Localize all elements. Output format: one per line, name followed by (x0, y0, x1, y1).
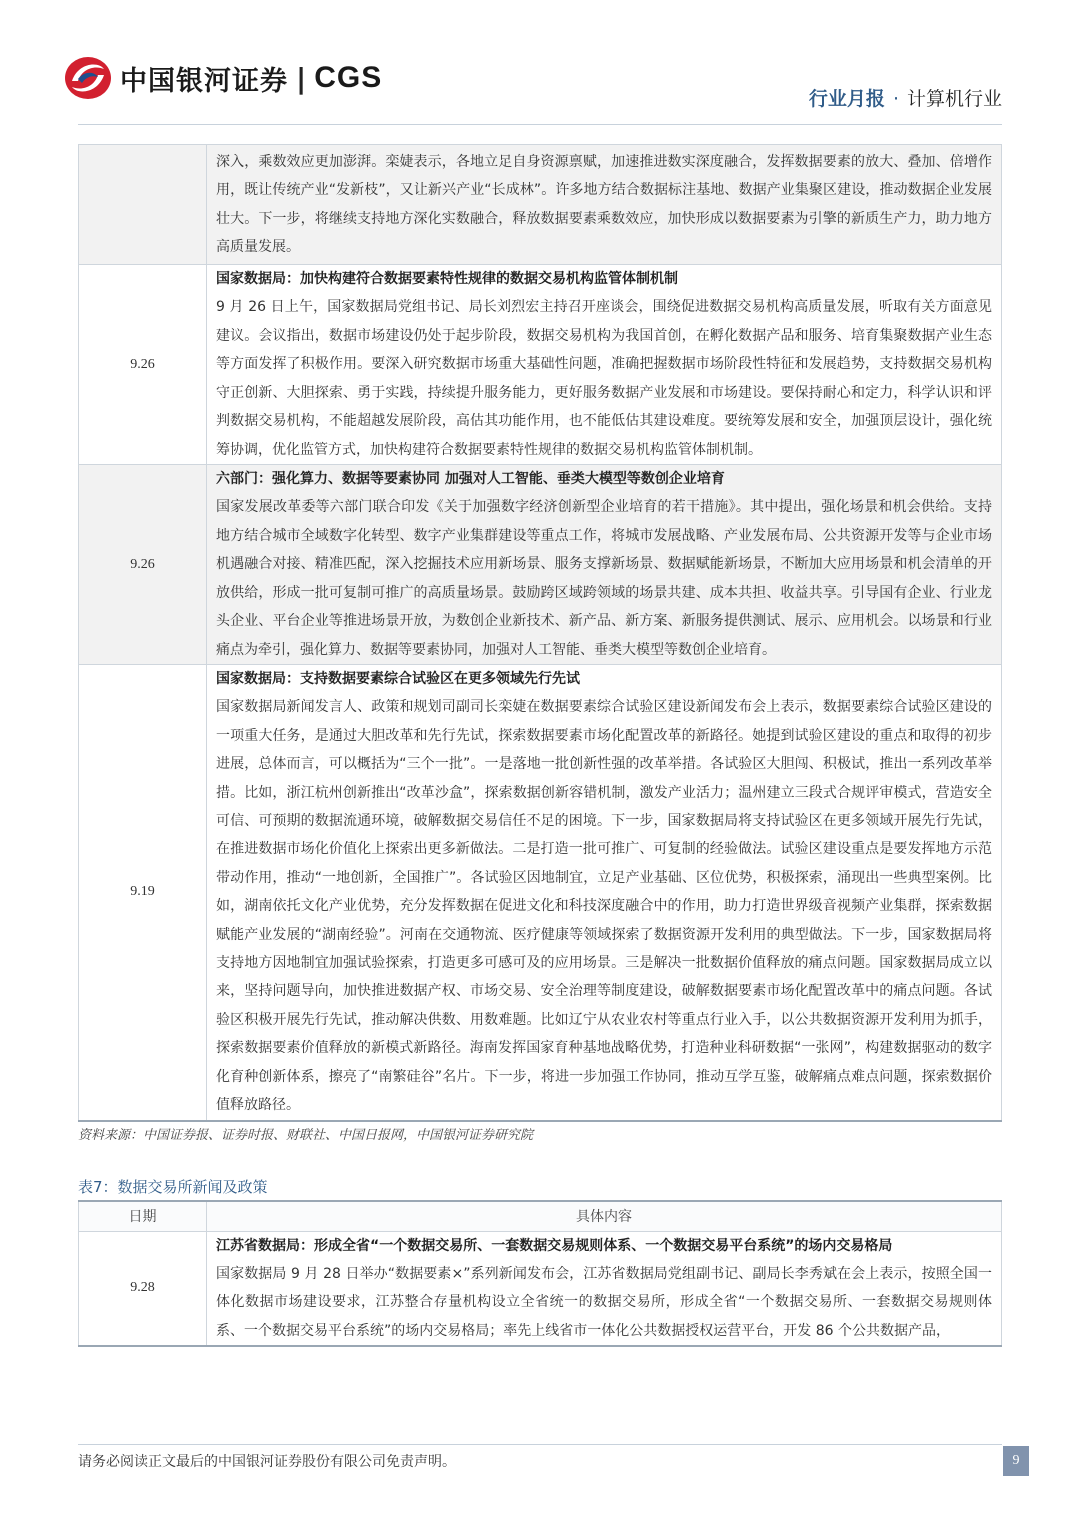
header-content: 具体内容 (207, 1201, 1002, 1231)
policy-news-table (78, 144, 1002, 1122)
table-caption: 表7：数据交易所新闻及政策 (78, 1178, 268, 1196)
company-logo (64, 55, 382, 101)
content-cell (207, 1231, 1002, 1346)
footer-divider (78, 1444, 1002, 1445)
date-cell: 9.26 (79, 265, 207, 465)
report-type (809, 84, 1002, 111)
content-cell (207, 265, 1002, 465)
content-cell (207, 145, 1002, 265)
table-row (79, 465, 1002, 665)
disclaimer-text: 请务必阅读正文最后的中国银河证券股份有限公司免责声明。 (78, 1454, 456, 1470)
table-header-row (79, 1201, 1002, 1231)
news-title: 江苏省数据局：形成全省“一个数据交易所、一套数据交易规则体系、一个数据交易平台系统”的场内交易格局 (216, 1237, 893, 1254)
source-note: 资料来源：中国证券报、证券时报、财联社、中国日报网，中国银河证券研究院 (78, 1128, 534, 1143)
logo-english-name: CGS (314, 61, 383, 94)
industry-label: 计算机行业 (906, 88, 1002, 110)
page-number: 9 (1003, 1446, 1029, 1476)
date-cell: 9.19 (79, 665, 207, 1121)
logo-chinese-name: 中国银河证券 (120, 65, 288, 97)
news-title: 国家数据局：加快构建符合数据要素特性规律的数据交易机构监管体制机制 (216, 271, 678, 288)
header-date: 日期 (79, 1201, 207, 1231)
table-row (79, 1231, 1002, 1346)
date-cell: 9.26 (79, 465, 207, 665)
table-row (79, 145, 1002, 265)
cgs-logo-icon (64, 55, 112, 101)
page-header (0, 0, 1080, 130)
report-type-dot: · (892, 88, 899, 110)
report-type-label: 行业月报 (808, 88, 885, 110)
logo-separator: | (296, 61, 307, 95)
content-cell (207, 465, 1002, 665)
news-body: 国家数据局 9 月 28 日举办“数据要素×”系列新闻发布会，江苏省数据局党组副书记、副局长李秀斌在会上表示，按照全国一体化数据市场建设要求，江苏整合存量机构设立全省统一的数据交易所，形成全省“一个数据交易所、一套数据交易规则体系、一个数据交易平台系统”的场内交易格局；率先上线省市一体化公共数据授权运营平台，开发 86 个公共数据产品， (216, 1265, 992, 1339)
date-cell: 9.28 (79, 1231, 207, 1346)
news-body: 国家数据局新闻发言人、政策和规划司副司长栾婕在数据要素综合试验区建设新闻发布会上表示，数据要素综合试验区建设的一项重大任务，是通过大胆改革和先行先试，探索数据要素市场化配置改革的新路径。她提到试验区建设的重点和取得的初步进展，总体而言，可以概括为“三个一批”。一是落地一批创新性强的改革举措。各试验区大胆闯、积极试，推出一系列改革举措。比如，浙江杭州创新推出“改革沙盒”，探索数据创新容错机制，激发产业活力；温州建立三段式合规评审模式，营造安全可信、可预期的数据流通环境，破解数据交易信任不足的困境。下一步，国家数据局将支持试验区在更多领域开展先行先试，在推进数据市场化价值化上探索出更多新做法。二是打造一批可推广、可复制的经验做法。试验区建设重点是要发挥地方示范带动作用，推动“一地创新，全国推广”。各试验区因地制宜，立足产业基础、区位优势，积极探索，涌现出一些典型案例。比如，湖南依托文化产业优势，充分发挥数据在促进文化和科技深度融合中的作用，助力打造世界级音视频产业集群，探索数据赋能产业发展的“湖南经验”。河南在交通物流、医疗健康等领域探索了数据资源开发利用的典型做法。下一步，国家数据局将支持地方因地制宜加强试验探索，打造更多可感可及的应用场景。三是解决一批数据价值释放的痛点问题。国家数据局成立以来，坚持问题导向，加快推进数据产权、市场交易、安全治理等制度建设，破解数据要素市场化配置改革中的痛点问题。各试验区积极开展先行先试，推动解决供数、用数难题。比如辽宁从农业农村等重点行业入手，以公共数据资源开发利用为抓手，探索数据要素价值释放的新模式新路径。海南发挥国家育种基地战略优势，打造种业科研数据“一张网”，构建数据驱动的数字化育种创新体系，擦亮了“南繁硅谷”名片。下一步，将进一步加强工作协同，推动互学互鉴，破解痛点难点问题，探索数据价值释放路径。 (216, 699, 992, 1114)
header-divider (78, 124, 1002, 125)
news-body: 深入，乘数效应更加澎湃。栾婕表示，各地立足自身资源禀赋，加速推进数实深度融合，发挥数据要素的放大、叠加、倍增作用，既让传统产业“发新枝”，又让新兴产业“长成林”。许多地方结合数据标注基地、数据产业集聚区建设，推动数据企业发展壮大。下一步，将继续支持地方深化实数融合，释放数据要素乘数效应，加快形成以数据要素为引擎的新质生产力，助力地方高质量发展。 (216, 153, 992, 255)
date-cell (79, 145, 207, 265)
exchange-news-table (78, 1200, 1002, 1347)
news-title: 国家数据局：支持数据要素综合试验区在更多领域先行先试 (216, 671, 580, 687)
content-cell (207, 665, 1002, 1121)
table-row (79, 665, 1002, 1121)
news-body: 9 月 26 日上午，国家数据局党组书记、局长刘烈宏主持召开座谈会，围绕促进数据交易机构高质量发展，听取有关方面意见建议。会议指出，数据市场建设仍处于起步阶段，数据交易机构为我国首创，在孵化数据产品和服务、培育集聚数据产业生态等方面发挥了积极作用。要深入研究数据市场重大基础性问题，准确把握数据市场阶段性特征和发展趋势，支持数据交易机构守正创新、大胆探索、勇于实践，持续提升服务能力，更好服务数据产业发展和市场建设。要保持耐心和定力，科学认识和评判数据交易机构，不能超越发展阶段，高估其功能作用，也不能低估其建设难度。要统筹发展和安全，加强顶层设计，强化统筹协调，优化监管方式，加快构建符合数据要素特性规律的数据交易机构监管体制机制。 (216, 299, 992, 458)
table-row (79, 265, 1002, 465)
news-body: 国家发展改革委等六部门联合印发《关于加强数字经济创新型企业培育的若干措施》。其中提出，强化场景和机会供给。支持地方结合城市全域数字化转型、数字产业集群建设等重点工作，将城市发展战略、产业发展布局、公共资源开发等与企业市场机遇融合对接、精准匹配，深入挖掘技术应用新场景、服务支撑新场景、数据赋能新场景，不断加大应用场景和机会清单的开放供给，形成一批可复制可推广的高质量场景。鼓励跨区域跨领域的场景共建、成本共担、收益共享。引导国有企业、行业龙头企业、平台企业等推进场景开放，为数创企业新技术、新产品、新方案、新服务提供测试、展示、应用机会。以场景和行业痛点为牵引，强化算力、数据等要素协同，加强对人工智能、垂类大模型等数创企业培育。 (216, 499, 992, 658)
news-title: 六部门：强化算力、数据等要素协同 加强对人工智能、垂类大模型等数创企业培育 (216, 471, 725, 488)
